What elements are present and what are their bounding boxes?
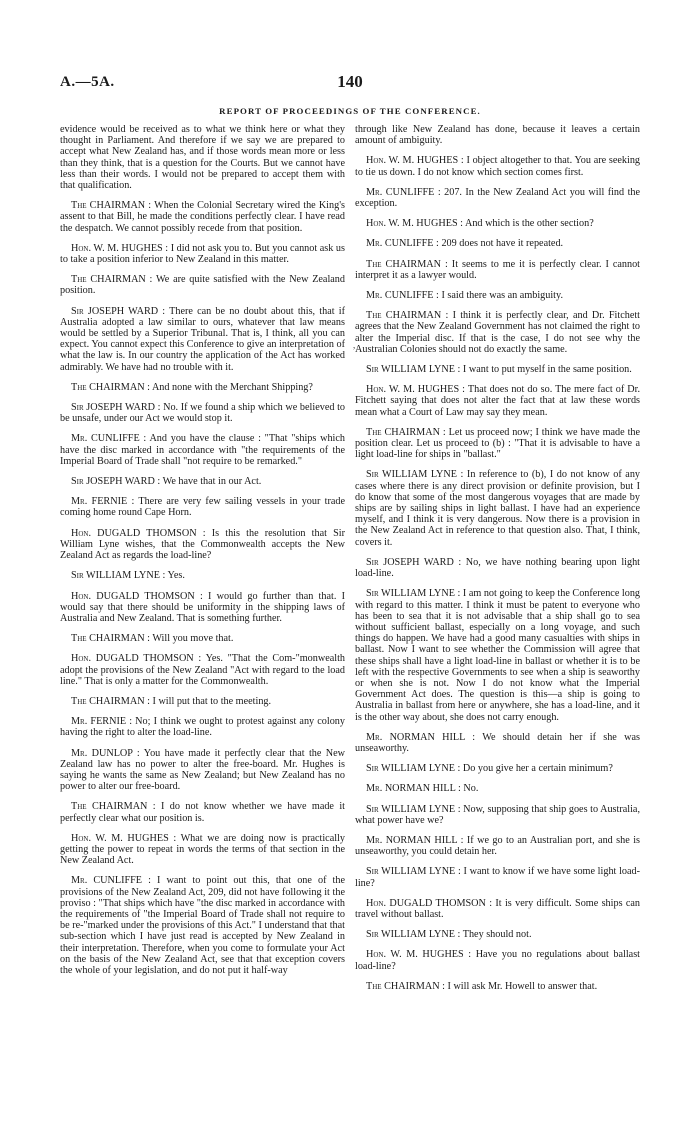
- speech-text: When the Colonial Secretary wired the King's assent to that Bill, he made the conditions perfectly clear. I have read the despatch. We cannot possibly recede from that position.: [60, 200, 345, 234]
- speech-paragraph: [60, 653, 345, 687]
- speech-text: Is this the resolution that Sir William Lyne wishes, that the Commonwealth accepts the New Zealand Act as regards the load-line?: [60, 527, 346, 562]
- speech-paragraph: [355, 949, 640, 971]
- speaker-name: Mr. NORMAN HILL :: [366, 783, 461, 795]
- speech-text: Yes. "That the Com-"monwealth adopt the provisions of the New Zealand "Act with regard to the load line." That is only a matter for the Commonwealth.: [60, 653, 345, 687]
- speech-text: It seems to me it is perfectly clear. I cannot interpret it as a lawyer would.: [355, 258, 641, 281]
- speaker-name: Sir WILLIAM LYNE :: [366, 803, 461, 815]
- speech-paragraph: [355, 384, 640, 418]
- speech-text: I will ask Mr. Howell to answer that.: [447, 980, 598, 992]
- speech-paragraph: [355, 124, 640, 146]
- speaker-name: Sir JOSEPH WARD :: [366, 556, 462, 568]
- report-title: REPORT OF PROCEEDINGS OF THE CONFERENCE.: [219, 106, 481, 116]
- speech-paragraph: [355, 469, 640, 547]
- speech-paragraph: [355, 732, 640, 754]
- speaker-name: Hon. W. M. HUGHES :: [366, 155, 464, 167]
- speaker-name: The CHAIRMAN :: [71, 200, 152, 212]
- document-reference: A.—5A.: [60, 74, 115, 90]
- speech-paragraph: [355, 310, 640, 355]
- speech-paragraph: [355, 290, 640, 301]
- speech-paragraph: [355, 238, 640, 249]
- speaker-name: The CHAIRMAN :: [71, 801, 156, 813]
- speech-text: I object altogether to that. You are seeking to tie us down. I do not know which section comes first.: [355, 155, 641, 178]
- speaker-name: Sir WILLIAM LYNE :: [366, 469, 464, 481]
- speech-paragraph: [355, 155, 640, 177]
- speech-text: I want to point out this, that one of the provisions of the New Zealand Act, 209, did not have following it the proviso : "That ships which have "the disc marked in accordance with the requirements of "the Imperial Board of Trade shall not require to be re-"marked under the provisions of this Act." I understand that that sub-section which I have just read is accepted by New Zealand in their interpretation. Therefore, when you come to formulate your Act on the basis of the New Zealand Act, see that that exception covers the whole of your legislation, and do not put it half-way: [60, 875, 345, 976]
- speech-text: They should not.: [462, 929, 532, 941]
- speech-paragraph: [355, 866, 640, 888]
- speaker-name: Hon. W. M. HUGHES :: [71, 832, 177, 844]
- speech-text: And none with the Merchant Shipping?: [151, 381, 313, 393]
- speech-text: And you have the clause : "That "ships which have the disc marked in accordance with "the requirements of the Imperial Board of Trade shall "not require to be remarked.": [60, 433, 345, 467]
- speech-text: And which is the other section?: [464, 218, 594, 230]
- speaker-name: Mr. DUNLOP :: [71, 747, 140, 759]
- speech-text: There can be no doubt about this, that if Australia adopted a law similar to ours, whatever that law means would be settled by a Superior Tribunal. That is, I think, all you can expect. You cannot expect this Conference to give an interpretation of what the law is. In our country the application of the Act has worked admirably. We have had no trouble with it.: [60, 305, 345, 373]
- speech-text: No.: [463, 783, 479, 795]
- speech-paragraph: [355, 588, 640, 722]
- speech-paragraph: [60, 875, 345, 976]
- speaker-name: Sir JOSEPH WARD :: [71, 476, 161, 488]
- speech-paragraph: [60, 528, 345, 562]
- speech-paragraph: [60, 633, 345, 644]
- speaker-name: Sir WILLIAM LYNE :: [366, 364, 461, 376]
- speaker-name: Mr. FERNIE :: [71, 716, 133, 728]
- speaker-name: Hon. W. M. HUGHES :: [366, 218, 463, 230]
- speech-text: We have that in our Act.: [162, 476, 262, 488]
- speech-paragraph: [60, 748, 345, 793]
- speaker-name: Mr. CUNLIFFE :: [366, 186, 441, 198]
- speech-text: Yes.: [167, 570, 185, 582]
- page-number: 140: [337, 72, 363, 91]
- speech-paragraph: [355, 364, 640, 375]
- speaker-name: Mr. CUNLIFFE :: [366, 290, 439, 302]
- speech-text: There are very few sailing vessels in your trade coming home round Cape Horn.: [60, 496, 345, 519]
- speaker-name: The CHAIRMAN :: [366, 980, 445, 992]
- speaker-name: Sir WILLIAM LYNE :: [366, 588, 461, 600]
- right-column: [355, 124, 640, 1001]
- speech-paragraph: [355, 835, 640, 857]
- speech-text: Now, supposing that ship goes to Australia, what power have we?: [355, 803, 641, 826]
- speech-paragraph: [60, 274, 345, 296]
- speaker-name: Hon. DUGALD THOMSON :: [71, 590, 203, 602]
- left-column: [60, 124, 345, 985]
- speech-text: through like New Zealand has done, because it leaves a certain amount of ambiguity.: [355, 124, 640, 147]
- speaker-name: The CHAIRMAN :: [366, 426, 446, 438]
- speech-paragraph: [60, 243, 345, 265]
- speech-paragraph: [355, 981, 640, 992]
- speaker-name: The CHAIRMAN :: [366, 310, 449, 322]
- speech-text: I want to put myself in the same position.: [462, 364, 632, 376]
- speech-text: That does not do so. The mere fact of Dr. Fitchett saying that does not alter the fact that at law these words mean what a Court of Law may say they mean.: [355, 384, 640, 418]
- speech-text: You have made it perfectly clear that the New Zealand law has no power to alter the free-board. Mr. Hughes is saying he wants the same as New Zealand; but New Zealand has no power to alter our free-board.: [60, 747, 346, 793]
- speech-text: evidence would be received as to what we think here or what they thought in Parliament. And therefore if we say we are prepared to accept what New Zealand has, and if those words mean more or less than they think, that is a question for the Courts. But we cannot have less than their words. I would not be prepared to accept them with that qualification.: [60, 124, 345, 192]
- margin-mark: ,: [353, 340, 356, 350]
- speech-text: I would go further than that. I would say that there should be uniformity in the shipping laws of Australia and New Zealand. That is something further.: [60, 590, 346, 624]
- speech-paragraph: [355, 783, 640, 794]
- speaker-name: Mr. NORMAN HILL :: [366, 834, 464, 846]
- speech-text: No; I think we ought to protest against any colony having the right to alter the load-line.: [60, 716, 345, 739]
- speaker-name: Hon. W. M. HUGHES :: [71, 242, 169, 254]
- speech-text: Do you give her a certain minimum?: [462, 763, 613, 775]
- speech-paragraph: [60, 476, 345, 487]
- speech-paragraph: [60, 570, 345, 581]
- speech-paragraph: [355, 259, 640, 281]
- speech-paragraph: [60, 716, 345, 738]
- speaker-name: Hon. DUGALD THOMSON :: [366, 897, 493, 909]
- speech-paragraph: [355, 427, 640, 461]
- speech-text: No. If we found a ship which we believed to be unsafe, under our Act we would stop it.: [60, 402, 346, 425]
- speech-paragraph: [355, 763, 640, 774]
- speech-text: If we go to an Australian port, and she is unseaworthy, you could detain her.: [355, 834, 640, 858]
- speech-paragraph: [355, 929, 640, 940]
- speech-paragraph: [355, 187, 640, 209]
- speaker-name: Sir WILLIAM LYNE :: [366, 866, 461, 878]
- speech-text: It is very difficult. Some ships can travel without ballast.: [355, 897, 641, 920]
- speech-text: No, we have nothing bearing upon light load-line.: [355, 556, 641, 580]
- speech-paragraph: [60, 402, 345, 424]
- speech-paragraph: [60, 833, 345, 867]
- speech-text: Let us proceed now; I think we have made the position clear. Let us proceed to (b) : "That it is advisable to have a light load-line for ships in "ballast.": [355, 426, 641, 461]
- speaker-name: Hon. DUGALD THOMSON :: [71, 653, 202, 665]
- speaker-name: Mr. CUNLIFFE :: [71, 433, 147, 445]
- speaker-name: Mr. NORMAN HILL :: [366, 731, 476, 743]
- speech-text: Have you no regulations about ballast load-line?: [355, 949, 641, 972]
- speech-paragraph: [60, 433, 345, 467]
- speech-text: We are quite satisfied with the New Zealand position.: [60, 274, 345, 297]
- speech-paragraph: [60, 382, 345, 393]
- speaker-name: Sir WILLIAM LYNE :: [71, 570, 166, 582]
- speech-text: 207. In the New Zealand Act you will find the exception.: [355, 186, 641, 210]
- speech-text: In reference to (b), I do not know of any cases where there is any direct provision or definite provision, but I do know that some of the most dangerous voyages that are made by ships are by sailing ships in light ballast. I have had an experience myself, and I think it is very dangerous. Now there is a provision in the New Zealand Act in reference to that question also. That, I think, covers it.: [355, 469, 641, 548]
- speech-paragraph: [60, 200, 345, 234]
- speaker-name: Mr. CUNLIFFE :: [71, 875, 151, 887]
- speech-paragraph: [60, 696, 345, 707]
- speaker-name: The CHAIRMAN :: [71, 633, 150, 645]
- speech-text: I am not going to keep the Conference long with regard to this matter. I think it must be patent to everyone who has been to sea that it is not advisable that a ship shall go to sea without sufficient ballast, especially on a long voyage, and such things do happen. We have had a good many casualties with ships in ballast. Now I want to see whether the Commission will agree that these ships shall have a light load-line in ballast or whether it is to be left with the respective Governments to see when a ship is seaworthy or when she is not. Now I do not know what the Imperial Government Act does. The question is this—a ship is going to Australia in ballast from here or anywhere, she has a load-line, and it is the other way about, she does not carry enough.: [355, 588, 641, 723]
- speech-text: I do not know whether we have made it perfectly clear what our position is.: [60, 801, 346, 824]
- speaker-name: Sir WILLIAM LYNE :: [366, 763, 461, 775]
- speaker-name: Mr. CUNLIFFE :: [366, 238, 439, 250]
- speech-paragraph: [60, 801, 345, 823]
- speech-paragraph: [355, 557, 640, 579]
- speech-text: Will you move that.: [152, 633, 234, 645]
- speaker-name: Mr. FERNIE :: [71, 496, 135, 508]
- speaker-name: Sir JOSEPH WARD :: [71, 305, 166, 317]
- speaker-name: The CHAIRMAN :: [366, 258, 448, 270]
- speaker-name: The CHAIRMAN :: [71, 695, 150, 707]
- speaker-name: Sir JOSEPH WARD :: [71, 402, 161, 414]
- speech-text: I want to know if we have some light load-line?: [355, 866, 640, 889]
- speech-paragraph: [355, 898, 640, 920]
- speech-paragraph: [60, 124, 345, 191]
- speech-paragraph: [355, 218, 640, 229]
- speech-paragraph: [60, 496, 345, 518]
- speaker-name: Hon. W. M. HUGHES :: [366, 949, 472, 961]
- speaker-name: Hon. W. M. HUGHES :: [366, 384, 466, 396]
- speech-text: What we are doing now is practically getting the power to repeat in words the terms of that section in the New Zealand Act.: [60, 832, 345, 867]
- speech-text: I will put that to the meeting.: [152, 695, 272, 707]
- speech-text: We should detain her if she was unseaworthy.: [355, 731, 640, 754]
- speech-text: I did not ask you to. But you cannot ask us to take a position inferior to New Zealand in this matter.: [60, 242, 345, 266]
- speaker-name: Sir WILLIAM LYNE :: [366, 929, 461, 941]
- speech-paragraph: [60, 306, 345, 373]
- speaker-name: The CHAIRMAN :: [71, 274, 153, 286]
- speech-text: I think it is perfectly clear, and Dr. Fitchett agrees that the New Zealand Government has not claimed the right to alter the Imperial disc. If that is the case, I do not see why the Australian Colonies should not do exactly the same.: [355, 310, 641, 355]
- speech-paragraph: [355, 804, 640, 826]
- speaker-name: Hon. DUGALD THOMSON :: [71, 527, 206, 539]
- speech-text: 209 does not have it repeated.: [441, 238, 564, 250]
- speech-text: I said there was an ambiguity.: [441, 290, 563, 302]
- speech-paragraph: [60, 591, 345, 625]
- speaker-name: The CHAIRMAN :: [71, 381, 150, 393]
